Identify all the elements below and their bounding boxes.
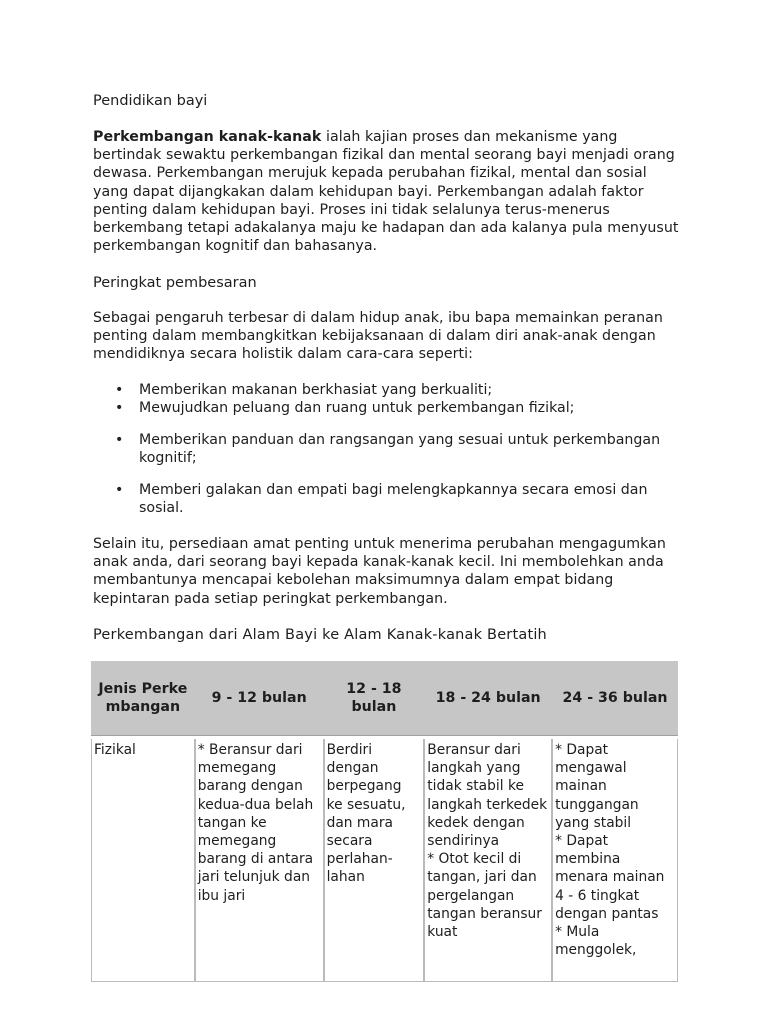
header-18-24: 18 - 24 bulan — [424, 661, 552, 736]
cell-24-36 — [552, 739, 678, 982]
paragraph-persediaan: Selain itu, persediaan amat penting untuk menerima perubahan mengagumkan anak anda, dari seorang bayi kepada kanak-kanak kecil. Ini membolehkan anda membantunya mencapai kebolehan maksimumnya dalam empat bidang kepintaran pada setiap peringkat perkembangan. — [93, 536, 666, 607]
paragraph-pengaruh: Sebagai pengaruh terbesar di dalam hidup anak, ibu bapa memainkan peranan penting dalam membangkitkan kebijaksanaan di dalam diri anak-anak dengan mendidiknya secara holistik dalam cara-cara seperti: — [93, 310, 663, 363]
cell-text: * Otot kecil di tangan, jari dan pergelangan tangan beransur kuat — [427, 851, 542, 941]
cell-text: * Dapat mengawal mainan tunggangan yang stabil — [555, 742, 639, 831]
cell-text: * Dapat membina menara mainan 4 - 6 tingkat dengan pantas — [555, 833, 665, 922]
bullet-list-3 — [93, 481, 683, 517]
list-item: • Memberi galakan dan empati bagi melengkapkannya secara emosi dan sosial. — [93, 481, 683, 517]
header-jenis: Jenis Perkembangan — [91, 661, 195, 736]
cell-9-12: * Beransur dari memegang barang dengan kedua-dua belah tangan ke memegang barang di antara jari telunjuk dan ibu jari — [195, 739, 324, 982]
list-item: • Memberikan panduan dan rangsangan yang sesuai untuk perkembangan kognitif; — [93, 431, 683, 467]
cell-text: Beransur dari langkah yang tidak stabil ke langkah terkedek kedek dengan sendirinya — [427, 742, 548, 850]
heading-peringkat: Peringkat pembesaran — [93, 275, 257, 291]
cell-type: Fizikal — [91, 739, 195, 982]
cell-12-18: Berdiri dengan berpegang ke sesuatu, dan mara secara perlahan-lahan — [324, 739, 425, 982]
development-table — [91, 661, 678, 982]
heading-table: Perkembangan dari Alam Bayi ke Alam Kanak-kanak Bertatih — [93, 627, 547, 643]
cell-18-24 — [424, 739, 552, 982]
section-title: Pendidikan bayi — [93, 93, 208, 109]
table-header-row — [91, 661, 678, 736]
intro-paragraph — [93, 128, 683, 255]
bullet-list-2 — [93, 431, 683, 467]
intro-text: ialah kajian proses dan mekanisme yang bertindak sewaktu perkembangan fizikal dan mental seorang bayi menjadi orang dewasa. Perkembangan merujuk kepada perubahan fizikal, mental dan sosial yang dapat dijangkakan dalam kehidupan bayi. Perkembangan adalah faktor penting dalam kehidupan bayi. Proses ini tidak selalunya terus-menerus berkembang tetapi adakalanya maju ke hadapan dan ada kalanya pula menyusut perkembangan kognitif dan bahasanya. — [93, 129, 679, 255]
intro-term: Perkembangan kanak-kanak — [93, 129, 322, 145]
cell-text: * Mula menggolek, — [555, 924, 637, 959]
list-item: • Memberikan makanan berkhasiat yang berkualiti; — [93, 381, 683, 399]
header-24-36: 24 - 36 bulan — [552, 661, 678, 736]
list-item: • Mewujudkan peluang dan ruang untuk perkembangan fizikal; — [93, 399, 683, 417]
bullet-list-1 — [93, 381, 683, 417]
table-row — [91, 739, 678, 982]
header-12-18: 12 - 18 bulan — [324, 661, 425, 736]
header-9-12: 9 - 12 bulan — [195, 661, 324, 736]
